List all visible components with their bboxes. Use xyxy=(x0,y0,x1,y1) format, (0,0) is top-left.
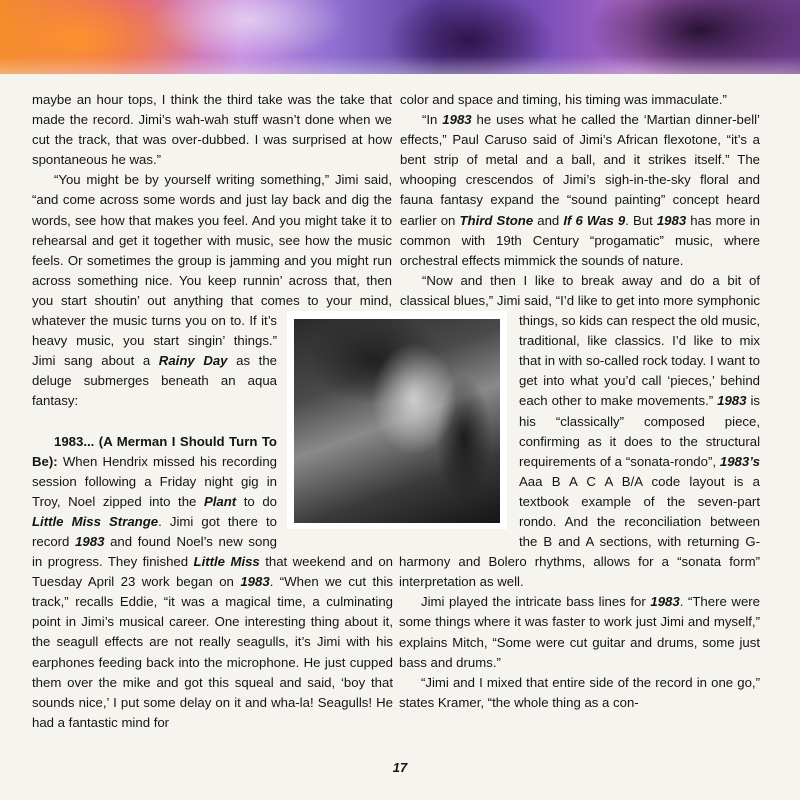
paragraph-text: “Jimi and I mixed that entire side of the record in one go,” states Kramer, “the whole thing as a con- xyxy=(399,674,760,710)
paragraph-text: he uses what he called the ‘Martian dinner-bell’ effects,” Paul Caruso said of Jimi’s African flexotone, “it’s a bent strip of metal and a ball, and it strikes itself.” The whooping crescendos of Jimi’s sigh-in-the-sky floral and fauna fantasy expand the “sound painting” concept heard earlier on xyxy=(400,112,760,228)
song-title: 1983 xyxy=(656,212,687,228)
song-title: 1983 xyxy=(75,533,105,549)
page-number: 17 xyxy=(392,760,408,775)
paragraph-text: . “When we cut this track,” recalls Eddie, “it was a magical time, a culminating point in Jimi’s musical career. One interesting thing about it, the seagull effects are not really seagulls, it’s Jimi with his earphones feeding back into the microphone. He just cupped them over the mike and got this squeal and said, ‘boy that sounds nice,’ I put some delay on it and wha-la! Seagulls! He had a fantastic mind for xyxy=(32,574,393,730)
paragraph xyxy=(32,90,393,170)
paragraph xyxy=(399,592,760,672)
left-column xyxy=(32,90,393,733)
paragraph-text: color and space and timing, his timing was immaculate.” xyxy=(400,92,727,107)
header-banner-image xyxy=(0,0,800,74)
song-title: If 6 Was 9 xyxy=(563,212,626,228)
wrap-spacer xyxy=(392,90,393,311)
song-title: 1983 xyxy=(717,393,747,409)
paragraph xyxy=(399,90,760,110)
paragraph-text: Aaa B A C A B/A code layout is a textbook example of the seven-part rondo. And the reconciliation between the B and A sections, with returning G-harmony and Bolero rhythms, allows for a “sonata form” interpretation as well. xyxy=(399,473,760,590)
wrap-spacer xyxy=(277,311,393,532)
right-column xyxy=(399,90,760,713)
song-title: Rainy Day xyxy=(158,353,228,369)
paragraph-text: is his “classically” composed piece, confirming as it does to the structural requirements of a “sonata-rondo”, xyxy=(519,393,761,469)
paragraph-text: “You might be by yourself writing something,” Jimi said, “and come across some words and just lay back and dig the words, see how that makes you feel. And you might take it to rehearsal and get it together with music, see how the music feels. Or sometimes the group is jamming and you might run across something nice. You keep runnin’ across that, then you start shoutin’ out anything that comes to your mind, whatever the music turns you on to. If it’s heavy music, you start singin’ things.” Jimi sang about a xyxy=(32,172,392,369)
paragraph-text: “Now and then I like to break away and do a bit of classical blues,” Jimi said, “I’d like to get into more symphonic things, so kids can respect the old music, traditional, like classics. I’d like to mix that in with so-called rock today. I want to get into what you’d call ‘pieces,’ behind each other to make movements.” xyxy=(400,272,760,409)
paragraph-text: to do xyxy=(236,493,277,509)
song-title: 1983 xyxy=(240,574,270,590)
paragraph-text: and xyxy=(533,212,564,228)
paragraph-text: as the deluge submerges beneath an aqua fantasy: xyxy=(32,353,277,409)
song-title: Third Stone xyxy=(459,212,534,228)
paragraph-text: and found Noel’s new song in progress. They finished xyxy=(32,533,277,570)
song-title: 1983 xyxy=(650,594,680,610)
paragraph-text: . Jimi got there to record xyxy=(32,513,278,549)
paragraph-text: that weekend and on Tuesday April 23 work began on xyxy=(32,554,393,590)
section-heading: 1983... (A Merman I Should Turn To Be): xyxy=(32,433,277,469)
paragraph-text: has more in common with 19th Century “progamatic” music, where orchestral effects mimmick the sounds of nature. xyxy=(400,212,760,268)
studio-name: Plant xyxy=(203,493,237,509)
paragraph-text: Jimi played the intricate bass lines for xyxy=(421,594,651,610)
paragraph-text: maybe an hour tops, I think the third take was the take that made the record. Jimi’s wah-wah stuff wasn’t done when we cut the track, that was over-dubbed. I was surprised at how spontaneous he was.” xyxy=(32,92,392,168)
paragraph-text: . “There were some things where it was faster to work just Jimi and myself,” explains Mitch, “Some were cut guitar and drums, some just bass and drums.” xyxy=(399,594,761,670)
paragraph-text: . But xyxy=(625,212,657,228)
song-title: Little Miss xyxy=(193,554,260,570)
song-title: 1983 xyxy=(442,112,472,128)
paragraph xyxy=(399,673,760,713)
paragraph-text: When Hendrix missed his recording session following a Friday night gig in Troy, Noel zipped into the xyxy=(32,453,277,509)
song-title: 1983’s xyxy=(719,453,760,469)
paragraph xyxy=(399,110,760,271)
paragraph-text: “In xyxy=(422,112,443,128)
song-title: Little Miss Strange xyxy=(32,513,159,529)
wrap-spacer xyxy=(399,311,519,532)
